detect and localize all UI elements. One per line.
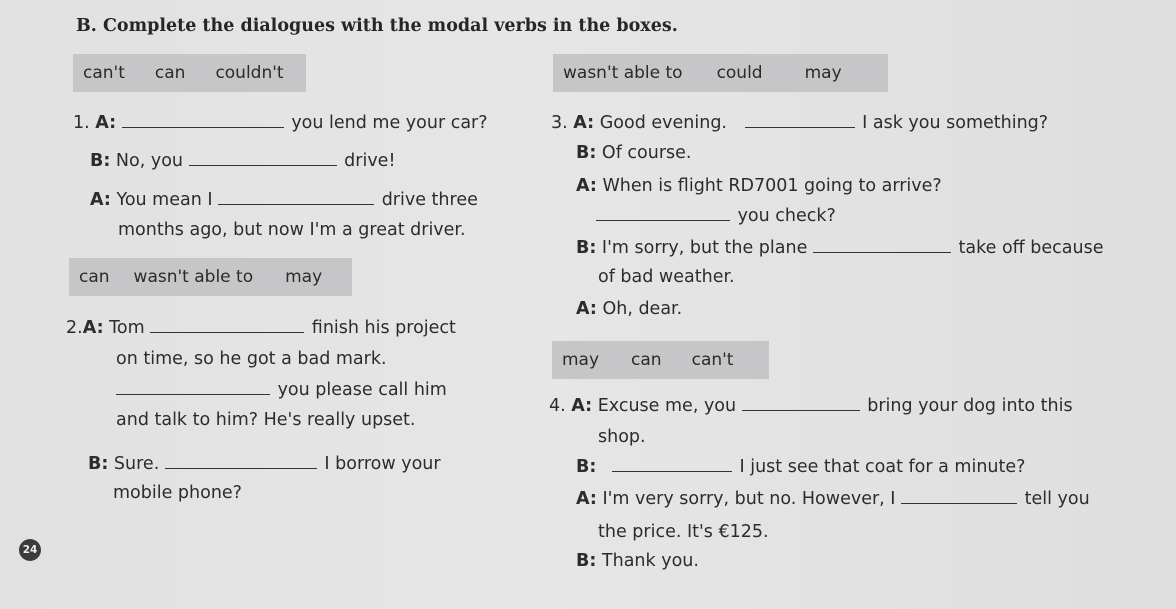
dialogue-3-line-6: of bad weather. (598, 267, 735, 287)
page-number-badge: 24 (19, 539, 41, 561)
answer-blank[interactable] (742, 409, 860, 411)
dialogue-3-line-7: A: Oh, dear. (576, 299, 683, 319)
word-box-1 (73, 54, 306, 92)
word-box-4 (552, 341, 769, 379)
answer-blank[interactable] (612, 470, 732, 472)
word-box-item: could (716, 63, 763, 83)
dialogue-1-line-4: months ago, but now I'm a great driver. (118, 220, 466, 240)
dialogue-2-line-6: mobile phone? (113, 483, 242, 503)
word-box-item: can (154, 63, 186, 83)
dialogue-2-line-3: you please call him (116, 380, 447, 400)
dialogue-2-line-4: and talk to him? He's really upset. (116, 410, 416, 430)
dialogue-2-line-5: B: Sure. I borrow your (88, 454, 441, 474)
dialogue-4-line-1: 4. A: Excuse me, you bring your dog into this (549, 396, 1073, 416)
word-box-item: may (804, 63, 842, 83)
dialogue-3-line-2: B: Of course. (576, 143, 692, 163)
word-box-item: can (631, 350, 662, 370)
answer-blank[interactable] (745, 126, 855, 128)
dialogue-3-line-5: B: I'm sorry, but the plane take off because (576, 238, 1104, 258)
answer-blank[interactable] (116, 393, 270, 395)
dialogue-1-line-2: B: No, you drive! (90, 151, 396, 171)
dialogue-1-line-3: A: You mean I drive three (90, 190, 478, 210)
answer-blank[interactable] (901, 502, 1017, 504)
dialogue-4-line-5: the price. It's €125. (598, 522, 769, 542)
word-box-item: wasn't able to (563, 63, 683, 83)
word-box-item: can (79, 267, 110, 287)
word-box-item: couldn't (215, 63, 284, 83)
word-box-item: wasn't able to (133, 267, 254, 287)
answer-blank[interactable] (189, 164, 337, 166)
dialogue-1-line-1: 1. A: you lend me your car? (73, 113, 488, 133)
answer-blank[interactable] (122, 126, 284, 128)
dialogue-3-line-1: 3. A: Good evening. I ask you something? (551, 113, 1049, 133)
dialogue-4-line-4: A: I'm very sorry, but no. However, I tell you (576, 489, 1090, 509)
dialogue-2-line-2: on time, so he got a bad mark. (116, 349, 387, 369)
word-box-item: can't (691, 350, 734, 370)
dialogue-4-line-2: shop. (598, 427, 646, 447)
answer-blank[interactable] (150, 331, 304, 333)
exercise-heading: B. Complete the dialogues with the modal verbs in the boxes. (76, 16, 678, 36)
dialogue-4-line-6: B: Thank you. (576, 551, 699, 571)
word-box-2 (553, 54, 888, 92)
answer-blank[interactable] (165, 467, 317, 469)
answer-blank[interactable] (813, 251, 951, 253)
word-box-item: can't (83, 63, 125, 83)
word-box-item: may (562, 350, 600, 370)
dialogue-2-line-1: 2.A: Tom finish his project (66, 318, 456, 338)
answer-blank[interactable] (596, 219, 730, 221)
answer-blank[interactable] (218, 203, 374, 205)
word-box-item: may (285, 267, 323, 287)
dialogue-4-line-3: B: I just see that coat for a minute? (576, 457, 1026, 477)
dialogue-3-line-4: you check? (596, 206, 836, 226)
dialogue-3-line-3: A: When is flight RD7001 going to arrive? (576, 176, 942, 196)
word-box-3 (69, 258, 352, 296)
